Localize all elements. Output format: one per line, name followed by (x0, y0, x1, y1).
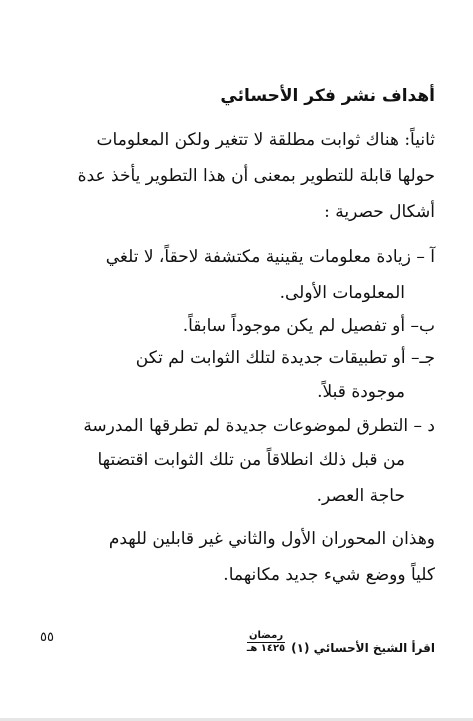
footer-source-title: اقرأ الشيخ الأحسائي (١) (291, 641, 435, 655)
body-line: كلياً ووضع شيء جديد مكانهما. (223, 565, 435, 585)
body-line: آ – زيادة معلومات يقينية مكتشفة لاحقاً، لا تلغي (105, 247, 435, 267)
footer-year: ١٤٢٥ هـ (246, 643, 286, 654)
footer-month: رمضان (249, 630, 284, 641)
footer-source (247, 630, 435, 655)
section-heading: أهداف نشر فكر الأحسائي (220, 86, 435, 106)
body-line: جـ– أو تطبيقات جديدة لتلك الثوابت لم تكن (135, 348, 435, 368)
body-line: وهذان المحوران الأول والثاني غير قابلين للهدم (108, 529, 435, 549)
body-line: حولها قابلة للتطوير بمعنى أن هذا التطوير يأخذ عدة (77, 166, 435, 186)
body-line: موجودة قبلاً. (317, 382, 405, 402)
body-line: المعلومات الأولى. (279, 283, 405, 303)
body-line: حاجة العصر. (316, 486, 405, 506)
body-line: أشكال حصرية : (324, 202, 435, 222)
body-line: د – التطرق لموضوعات جديدة لم تطرقها المدرسة (83, 416, 435, 436)
body-line: ب– أو تفصيل لم يكن موجوداً سابقاً. (182, 316, 435, 336)
footer-date (247, 630, 285, 655)
body-line: ثانياً: هناك ثوابت مطلقة لا تتغير ولكن المعلومات (96, 130, 435, 150)
page-number: ٥٥ (40, 630, 54, 645)
body-line: من قبل ذلك انطلاقاً من تلك الثوابت اقتضتها (97, 450, 405, 470)
